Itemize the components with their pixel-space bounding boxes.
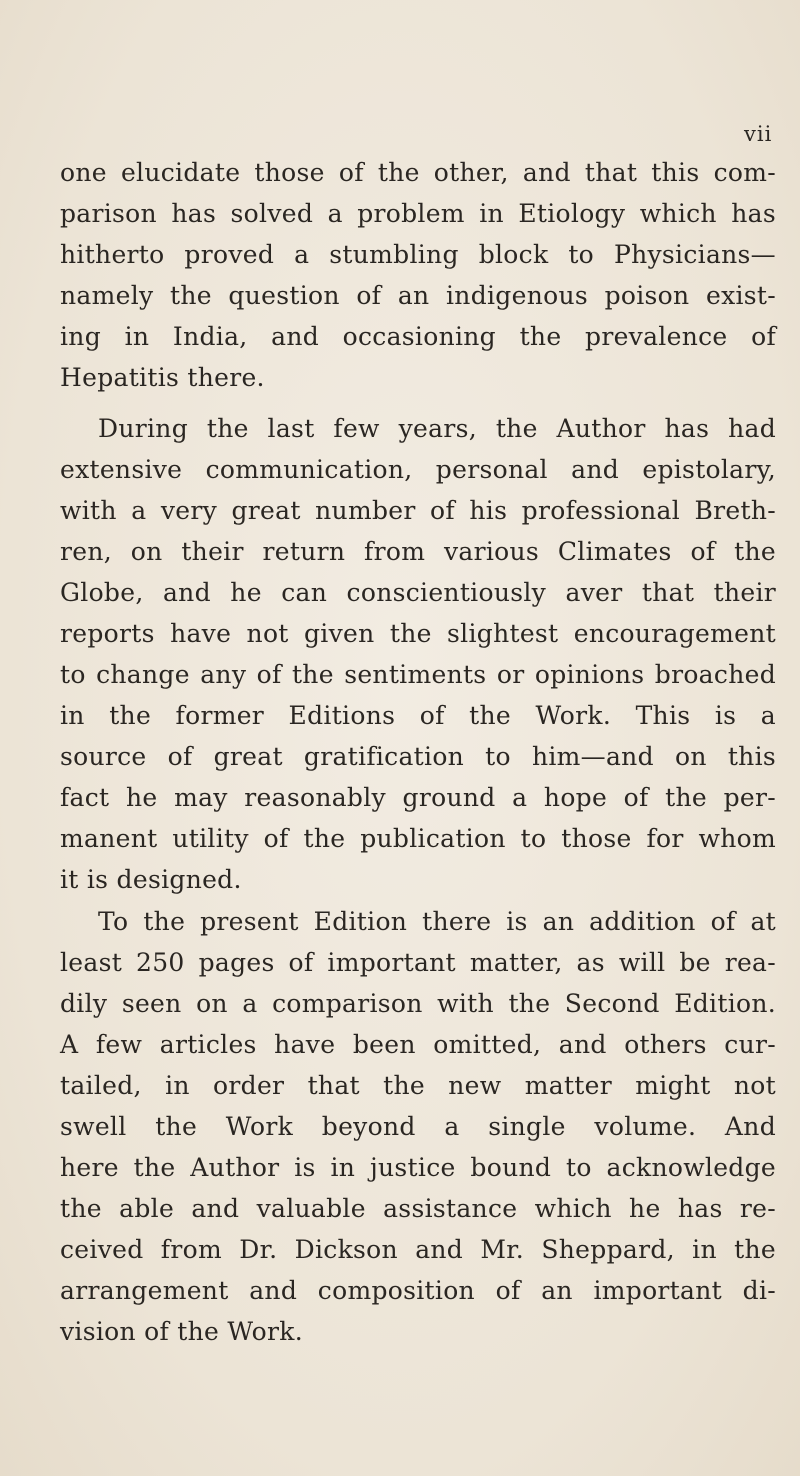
page-number: vii [744, 122, 773, 146]
paragraph-line: least 250 pages of important matter, as will be rea- [60, 948, 776, 977]
paragraph-1 [60, 152, 776, 398]
paragraph-line: ceived from Dr. Dickson and Mr. Sheppard, in the [60, 1235, 776, 1264]
paragraph-line: ren, on their return from various Climates of the [60, 537, 776, 566]
paragraph-line: fact he may reasonably ground a hope of the per- [60, 783, 776, 812]
paragraph-line: reports have not given the slightest encouragement [60, 619, 776, 648]
paragraph-line: A few articles have been omitted, and others cur- [60, 1030, 776, 1059]
paragraph-line: it is designed. [60, 865, 242, 894]
paragraph-line: here the Author is in justice bound to acknowledge [60, 1153, 776, 1182]
paragraph-3 [60, 901, 776, 1352]
paragraph-line: arrangement and composition of an important di- [60, 1276, 776, 1305]
paragraph-line: manent utility of the publication to those for whom [60, 824, 776, 853]
paragraph-line: with a very great number of his professional Breth- [60, 496, 776, 525]
paragraph-line: swell the Work beyond a single volume. And [60, 1112, 776, 1141]
paragraph-line: tailed, in order that the new matter might not [60, 1071, 776, 1100]
paragraph-line: dily seen on a comparison with the Second Edition. [60, 989, 776, 1018]
paragraph-line: extensive communication, personal and epistolary, [60, 455, 776, 484]
paragraph-line: vision of the Work. [60, 1317, 303, 1346]
paragraph-line: During the last few years, the Author has had [98, 414, 776, 443]
paragraph-line: the able and valuable assistance which he has re- [60, 1194, 776, 1223]
paragraph-line: Globe, and he can conscientiously aver that their [60, 578, 776, 607]
paragraph-line: namely the question of an indigenous poison exist- [60, 281, 776, 310]
paragraph-line: in the former Editions of the Work. This is a [60, 701, 776, 730]
paragraph-line: parison has solved a problem in Etiology which has [60, 199, 776, 228]
paragraph-line: To the present Edition there is an addition of at [98, 907, 776, 936]
paragraph-line: to change any of the sentiments or opinions broached [60, 660, 776, 689]
paragraph-2 [60, 408, 776, 900]
paragraph-line: Hepatitis there. [60, 363, 265, 392]
paragraph-line: one elucidate those of the other, and that this com- [60, 158, 776, 187]
paragraph-line: ing in India, and occasioning the prevalence of [60, 322, 776, 351]
paragraph-line: source of great gratification to him—and on this [60, 742, 776, 771]
paragraph-line: hitherto proved a stumbling block to Physicians— [60, 240, 776, 269]
